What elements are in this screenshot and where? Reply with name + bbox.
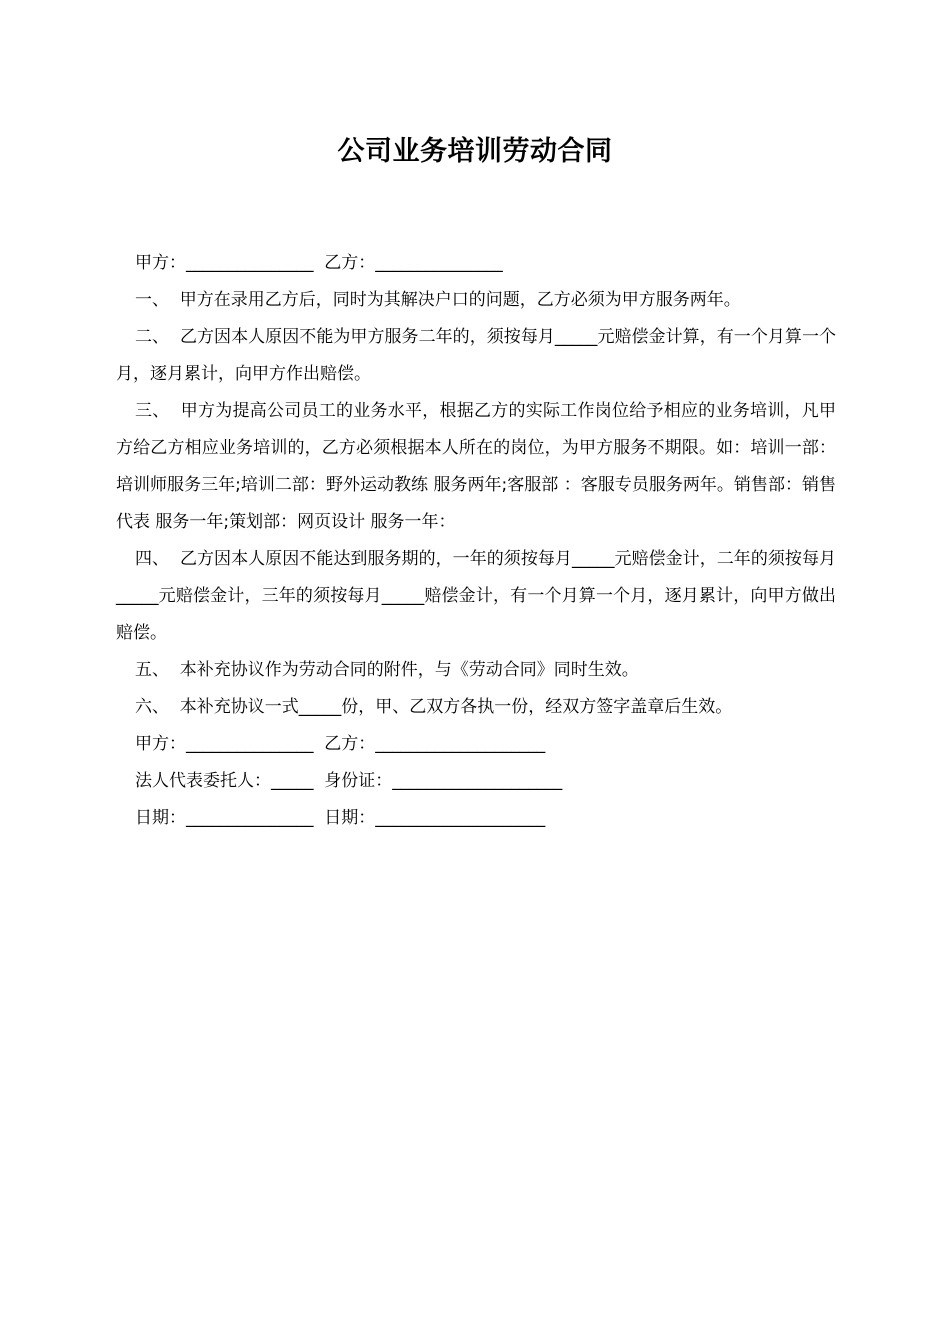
clause-2: 二、 乙方因本人原因不能为甲方服务二年的，须按每月_____元赔偿金计算，有一个月算一个月，逐月累计，向甲方作出赔偿。: [116, 327, 836, 384]
party-header-line: 甲方：_______________ 乙方：_______________: [135, 253, 503, 273]
clause-3: 三、 甲方为提高公司员工的业务水平，根据乙方的实际工作岗位给予相应的业务培训，凡甲方给乙方相应业务培训的，乙方必须根据本人所在的岗位，为甲方服务不期限。如：培训一部：培训师服务三年;培训二部：野外运动教练 服务两年;客服部 ：客服专员服务两年。销售部：销售代表 服务一年;策划部：网页设计 服务一年：: [116, 401, 836, 532]
clause-1: 一、 甲方在录用乙方后，同时为其解决户口的问题，乙方必须为甲方服务两年。: [135, 290, 741, 310]
document-title: 公司业务培训劳动合同: [337, 136, 613, 167]
date-line: 日期：_______________ 日期：____________________: [135, 808, 546, 828]
clause-5: 五、 本补充协议作为劳动合同的附件，与《劳动合同》同时生效。: [135, 660, 639, 680]
document-body: [116, 245, 836, 837]
signature-parties-line: 甲方：_______________ 乙方：____________________: [135, 734, 546, 754]
clause-4: 四、 乙方因本人原因不能达到服务期的，一年的须按每月_____元赔偿金计，二年的须按每月_____元赔偿金计，三年的须按每月_____赔偿金计，有一个月算一个月，逐月累计，向甲方做出赔偿。: [116, 549, 836, 643]
clause-6: 六、 本补充协议一式_____份，甲、乙双方各执一份，经双方签字盖章后生效。: [135, 697, 733, 717]
representative-id-line: 法人代表委托人：_____ 身份证：____________________: [135, 771, 563, 791]
